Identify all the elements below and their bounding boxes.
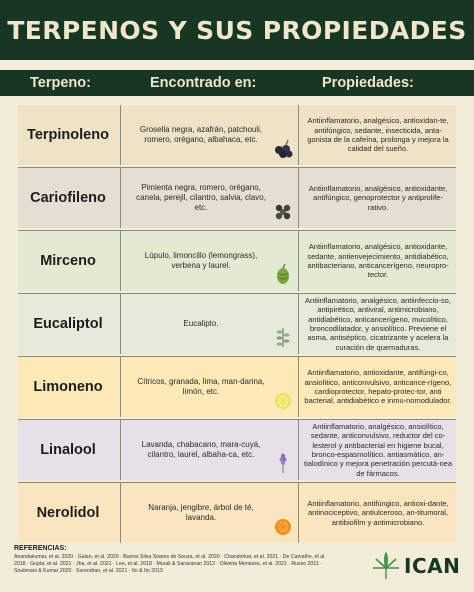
references-title: REFERENCIAS: (14, 545, 67, 552)
table-row (18, 420, 456, 480)
found-in-text: Naranja, jengibre, árbol de té, lavanda. (148, 503, 254, 522)
header-found: Encontrado en: (150, 75, 257, 91)
table-row (18, 294, 456, 354)
eucalyptus-icon (272, 326, 294, 348)
terpene-name: Terpinoleno (27, 127, 109, 143)
references (14, 545, 364, 575)
found-in-text: Grosella negra, azafrán, patchouli, romero, orégano, albahaca, etc. (139, 125, 263, 144)
found-in-text: Lavanda, chabacano, mara-cuyá, cilantro, laurel, albaha-ca, etc. (141, 440, 261, 459)
reference-line: 2018 · Gupta, et al. 2021 · Jha, et al. 2021 · Lee, et al. 2018 · Murali & Saravanan 2012 · Oliveira Menezes, et al. 2021 · Russo 2011 · (14, 561, 322, 567)
terpene-name: Cariofileno (30, 190, 106, 206)
found-in-text: Cítricos, granada, lima, man-darina, limón, etc. (137, 377, 265, 396)
title-banner (0, 0, 474, 60)
found-in-text: Eucalipto. (183, 319, 219, 328)
header-properties: Propiedades: (322, 75, 414, 91)
hops-icon (272, 263, 294, 285)
properties-text: Antiinflamatorio, analgésico, antioxidante, sedante, antienvejecimiento, antidiabético, antibacteriano, anticancerígeno, neuropro-tector. (307, 242, 449, 280)
properties-text: Antiinflamatorio, analgésico, antioxidan-te, antifúngico, sedante, insecticida, anta-gonista de la cafeína, prolonga y mejora la calidad del sueño. (307, 116, 449, 154)
properties-text: Antiinflamatorio, antioxidante, antifúngi-co, ansiolítico, anticonvulsivo, anticance-rígeno, cardioprotector, hepato-protec-tor, anti bacterial, antidiabético e inmu-nomodulador. (304, 368, 452, 406)
found-in-text: Pimienta negra, romero, orégano, canela, perejil, cilantro, salvia, clavo, etc. (136, 183, 266, 212)
reference-line: Soulimani & Kumar 2020 · Surendran, et al. 2021 · Ito & Ito 2013 (14, 568, 163, 574)
properties-text: Antiinflamatorio, analgésico, ansiolítico, sedante, anticonvulsivo, reductor del co-lesterol y antibacterial en higiene bucal, bronco-espasmolítico, antiasmático, an-tialodínico y mejora penetración percutá-nea de fármacos. (304, 421, 453, 478)
lavender-icon (272, 452, 294, 474)
lemon-icon (272, 389, 294, 411)
orange-icon (272, 515, 294, 537)
ican-logo (370, 548, 464, 584)
page-title: TERPENOS Y SUS PROPIEDADES (7, 15, 467, 45)
properties-text: Antiinflamatorio, analgésico, antiinfeccio-so, antipirético, antiviral, antimicrobiano, antidiabético, anticancerígeno, mucolítico, broncodilatador, y ansiolítico. Previene el asma, antiséptico, cicatrizante y acelera la curación de quemaduras. (305, 295, 451, 352)
column-header-bar (0, 70, 474, 96)
blackcurrant-icon (272, 137, 294, 159)
found-in-text: Lúpulo, limoncillo (lemongrass), verbena y laurel. (144, 251, 258, 270)
table-row (18, 168, 456, 228)
logo-text: ICAN (404, 554, 461, 578)
table-row (18, 105, 456, 165)
table-row (18, 231, 456, 291)
terpene-name: Eucaliptol (33, 316, 103, 332)
pepper-icon (272, 200, 294, 222)
terpene-name: Nerolidol (36, 505, 100, 521)
header-terpene: Terpeno: (30, 75, 91, 91)
reference-line: Anandakumar, et al. 2020 · Galan, et al. 2020 · Barros Silva Soares de Souza, et al. 2020 · Chandorkar, et al. 2021 · De Carvalho, et al. (14, 554, 326, 560)
terpene-name: Limoneno (33, 379, 103, 395)
terpene-name: Mirceno (40, 253, 96, 269)
properties-text: Antiinflamatorio, antifúngico, antioxi-dante, antinociceptivo, antiulceroso, an-titumoral, antibiofilm y antimicrobiano. (307, 498, 449, 527)
cannabis-leaf-icon (370, 551, 402, 581)
terpene-name: Linalool (40, 442, 96, 458)
table-row (18, 357, 456, 417)
properties-text: Antiinflamatorio, analgésico, antioxidante, antifúngico, genoprotector y antiprolife-rativo. (308, 183, 448, 212)
table-row (18, 483, 456, 543)
